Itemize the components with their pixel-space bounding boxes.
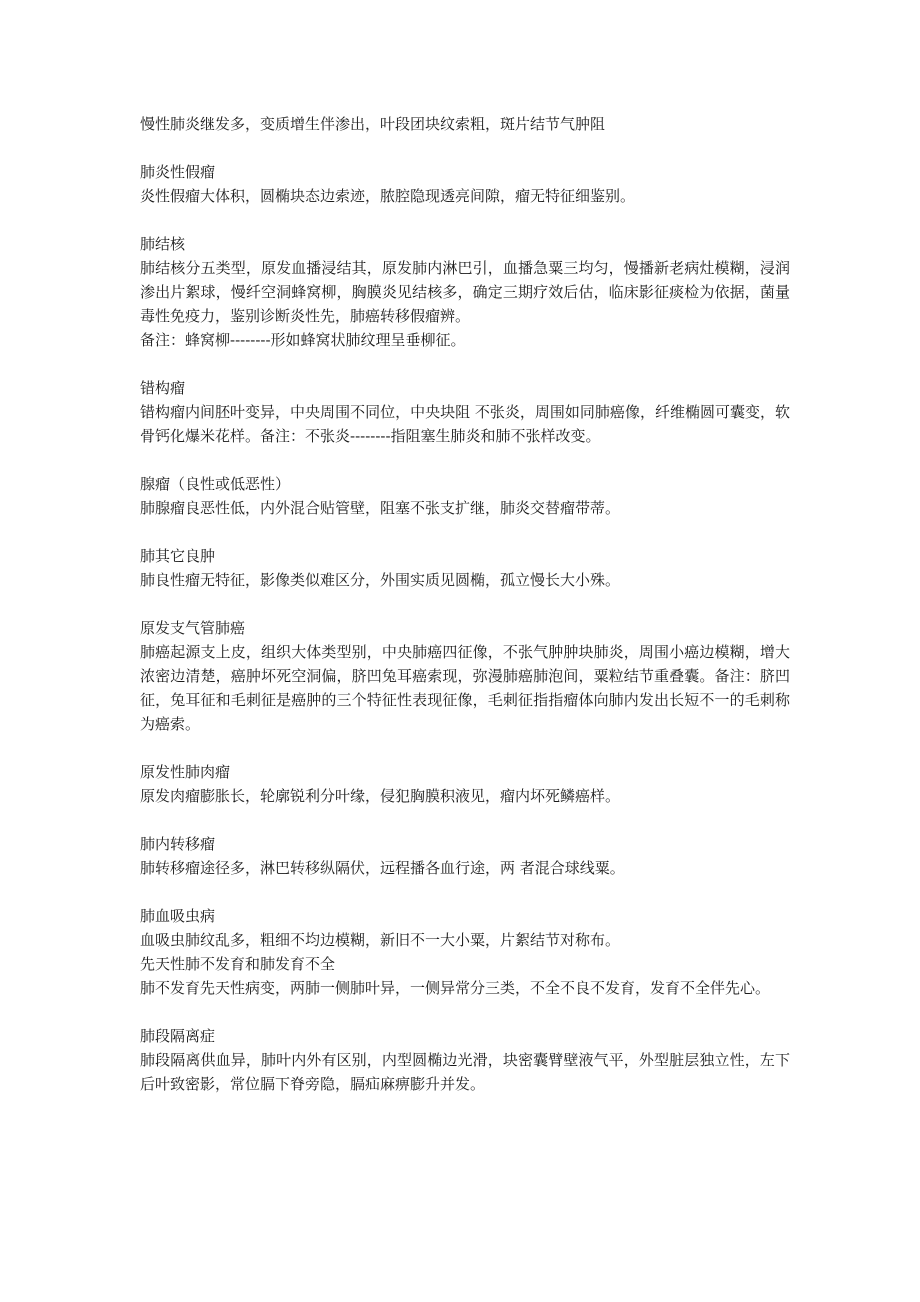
- section-congenital-agenesis: [140, 952, 790, 1000]
- section-bronchogenic-carcinoma: [140, 616, 790, 736]
- section-metastatic-tumor: [140, 832, 790, 880]
- section-body: 肺结核分五类型，原发血播浸结其，原发肺内淋巴引，血播急粟三均匀，慢播新老病灶模糊，浸润渗出片絮球，慢纤空洞蜂窝柳，胸膜炎见结核多，确定三期疗效后估，临床影征痰检为依据，菌量毒性免疫力，鉴别诊断炎性先，肺癌转移假瘤辨。: [140, 259, 790, 325]
- section-body: 肺腺瘤良恶性低，内外混合贴管壁，阻塞不张支扩继，肺炎交替瘤带蒂。: [140, 499, 621, 517]
- section-body: 原发肉瘤膨胀长，轮廓锐利分叶缘，侵犯胸膜积液见，瘤内坏死鳞癌样。: [140, 787, 621, 805]
- section-body: 肺段隔离供血异，肺叶内外有区别，内型圆椭边光滑，块密囊臂壁液气平，外型脏层独立性，左下后叶致密影，常位膈下脊旁隐，膈疝麻痹膨升并发。: [140, 1051, 790, 1093]
- section-body: 肺不发育先天性病变，两肺一侧肺叶异，一侧异常分三类，不全不良不发育，发育不全伴先心。: [140, 979, 771, 997]
- section-adenoma: [140, 472, 790, 520]
- section-body: 血吸虫肺纹乱多，粗细不均边模糊，新旧不一大小粟，片絮结节对称布。: [140, 931, 621, 949]
- section-heading: 肺结核: [140, 235, 186, 253]
- section-heading: 肺炎性假瘤: [140, 163, 216, 181]
- section-body: 肺转移瘤途径多，淋巴转移纵隔伏，远程播各血行途，两 者混合球线粟。: [140, 859, 625, 877]
- section-tuberculosis: [140, 232, 790, 352]
- section-heading: 腺瘤（良性或低恶性）: [140, 475, 291, 493]
- section-heading: 肺内转移瘤: [140, 835, 216, 853]
- document-page: [140, 112, 790, 1120]
- section-schistosomiasis: [140, 904, 790, 952]
- section-hamartoma: [140, 376, 790, 448]
- section-heading: 肺段隔离症: [140, 1027, 216, 1045]
- intro-paragraph: 慢性肺炎继发多，变质增生伴渗出，叶段团块纹索粗，斑片结节气肿阻: [140, 115, 606, 133]
- section-sequestration: [140, 1024, 790, 1096]
- section-heading: 原发支气管肺癌: [140, 619, 246, 637]
- section-heading: 错构瘤: [140, 379, 186, 397]
- section-heading: 原发性肺肉瘤: [140, 763, 231, 781]
- section-pneumonic-pseudotumor: [140, 160, 790, 208]
- section-body: 炎性假瘤大体积，圆椭块态边索迹，脓腔隐现透亮间隙，瘤无特征细鉴别。: [140, 187, 636, 205]
- section-other-benign: [140, 544, 790, 592]
- section-pulmonary-sarcoma: [140, 760, 790, 808]
- section-body: 肺良性瘤无特征，影像类似难区分，外围实质见圆椭，孤立慢长大小殊。: [140, 571, 621, 589]
- section-heading: 肺血吸虫病: [140, 907, 216, 925]
- section-note: 备注：蜂窝柳--------形如蜂窝状肺纹理呈垂柳征。: [140, 331, 466, 349]
- section-heading: 肺其它良肿: [140, 547, 216, 565]
- section-body: 肺癌起源支上皮，组织大体类型别，中央肺癌四征像，不张气肿肿块肺炎，周围小癌边模糊，增大浓密边清楚，癌肿坏死空洞偏，脐凹兔耳癌索现，弥漫肺癌肺泡间，粟粒结节重叠囊。备注：脐凹征，兔耳征和毛刺征是癌肿的三个特征性表现征像，毛刺征指指瘤体向肺内发出长短不一的毛刺称为癌索。: [140, 643, 790, 733]
- section-body: 错构瘤内间胚叶变异，中央周围不同位，中央块阻 不张炎，周围如同肺癌像，纤维椭圆可囊变，软骨钙化爆米花样。备注：不张炎--------指阻塞生肺炎和肺不张样改变。: [140, 403, 790, 445]
- section-heading: 先天性肺不发育和肺发育不全: [140, 955, 336, 973]
